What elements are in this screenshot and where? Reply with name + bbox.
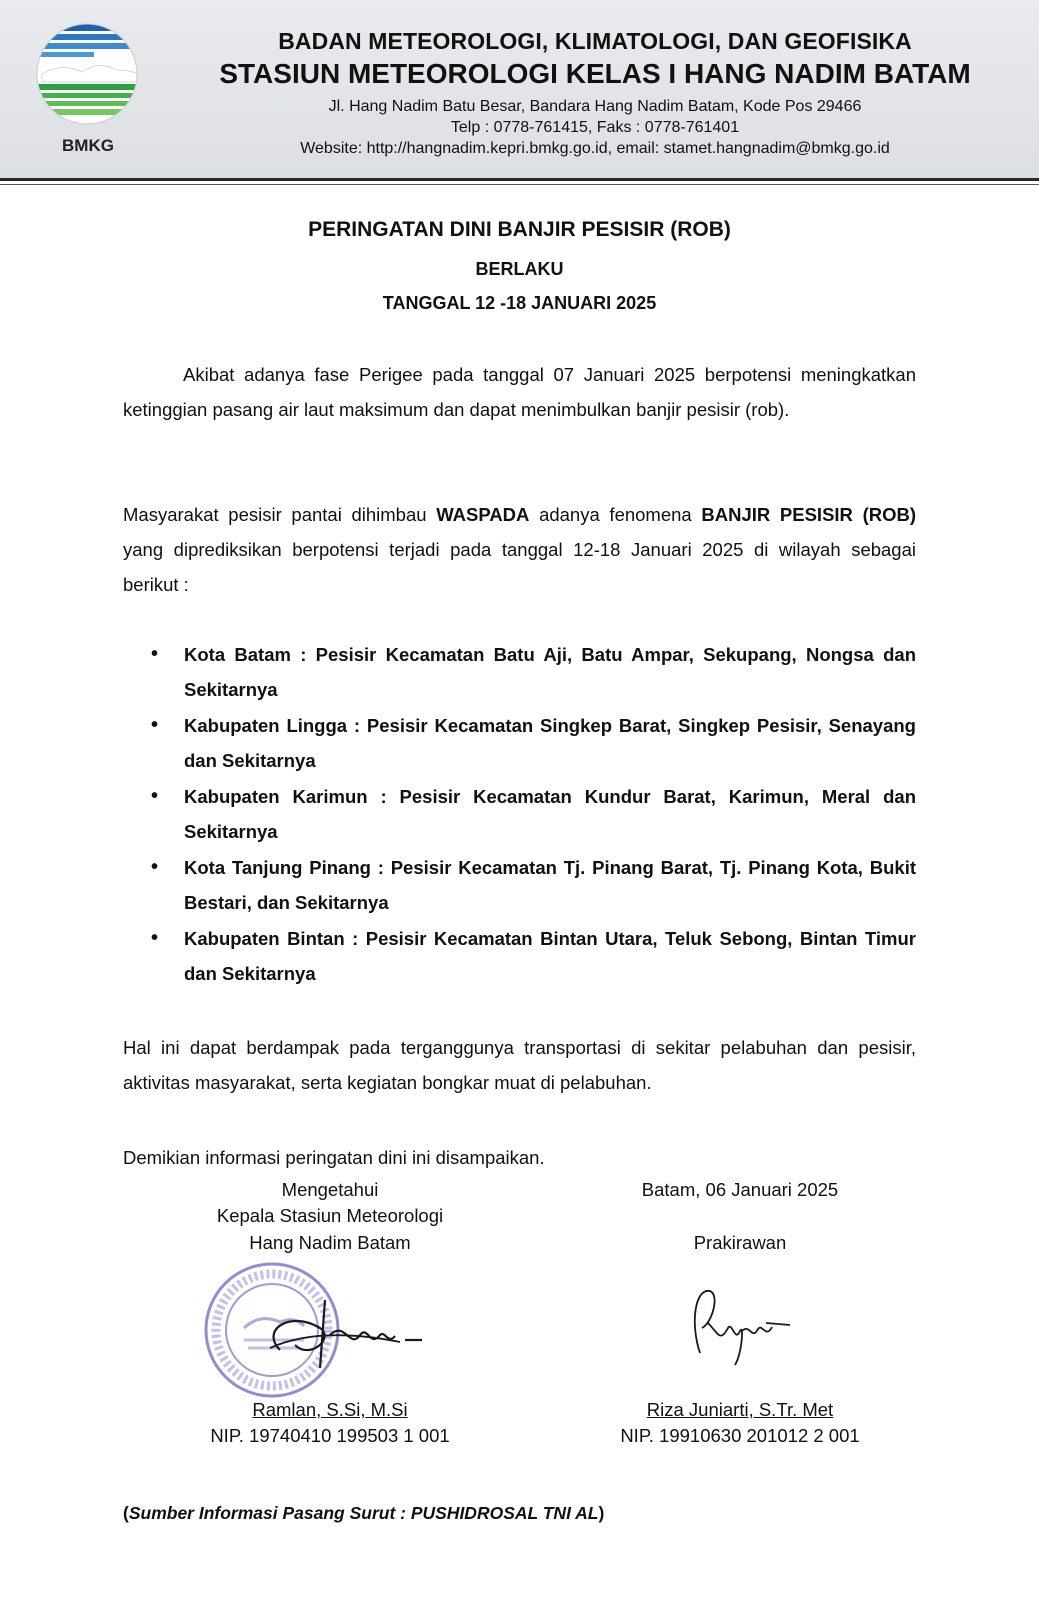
document-subtitle: BERLAKU: [475, 259, 564, 279]
waspada-label: WASPADA: [436, 504, 530, 525]
paragraph-impact: Hal ini dapat berdampak pada terganggunya transportasi di sekitar pelabuhan dan pesisir, aktivitas masyarakat, serta kegiatan bongkar muat di pelabuhan.: [123, 1037, 916, 1093]
forecaster-position: Prakirawan: [693, 1232, 787, 1253]
head-station: Hang Nadim Batam: [249, 1232, 411, 1253]
source-text: Sumber Informasi Pasang Surut : PUSHIDROSAL TNI AL: [128, 1503, 599, 1523]
header-divider-thin: [0, 184, 1039, 185]
list-item: • Kabupaten Lingga : Pesisir Kecamatan Singkep Barat, Singkep Pesisir, Senayang dan Sekitarnya: [123, 708, 916, 778]
place-date: Batam, 06 Januari 2025: [641, 1179, 839, 1200]
head-position: Kepala Stasiun Meteorologi: [216, 1205, 444, 1226]
document-title: PERINGATAN DINI BANJIR PESISIR (ROB): [308, 218, 731, 241]
head-nip: NIP. 19740410 199503 1 001: [210, 1425, 450, 1446]
bmkg-logo-icon: [32, 16, 142, 134]
list-item: • Kota Batam : Pesisir Kecamatan Batu Aji, Batu Ampar, Sekupang, Nongsa dan Sekitarnya: [123, 637, 916, 707]
source-open-paren: (: [123, 1503, 129, 1523]
acknowledged-label: Mengetahui: [281, 1179, 379, 1200]
warning-text-1: Masyarakat pesisir pantai dihimbau: [123, 504, 437, 525]
source-close-paren: ): [598, 1503, 605, 1523]
paragraph-perigee: Akibat adanya fase Perigee pada tanggal 07 Januari 2025 berpotensi meningkatkan ketinggian pasang air laut maksimum dan dapat menimbulkan banjir pesisir (rob).: [123, 364, 916, 420]
station-name: STASIUN METEOROLOGI KELAS I HANG NADIM BATAM: [219, 58, 971, 89]
forecaster-nip: NIP. 19910630 201012 2 001: [620, 1425, 860, 1446]
warning-text-3: yang diprediksikan berpotensi terjadi pada tanggal 12-18 Januari 2025 di wilayah sebagai berikut :: [123, 539, 916, 595]
rob-label: BANJIR PESISIR (ROB): [701, 504, 916, 525]
source-note: [123, 1503, 604, 1524]
warning-text-2: adanya fenomena: [529, 504, 702, 525]
forecaster-name: Riza Juniarti, S.Tr. Met: [646, 1399, 834, 1420]
agency-name: BADAN METEOROLOGI, KLIMATOLOGI, DAN GEOFISIKA: [278, 28, 912, 54]
header-divider: [0, 178, 1039, 181]
validity-date: TANGGAL 12 -18 JANUARI 2025: [382, 293, 657, 313]
station-address: Jl. Hang Nadim Batu Besar, Bandara Hang Nadim Batam, Kode Pos 29466: [328, 98, 862, 115]
station-web: Website: http://hangnadim.kepri.bmkg.go.id, email: stamet.hangnadim@bmkg.go.id: [300, 140, 890, 157]
letterhead: [0, 0, 1039, 178]
list-item: • Kota Tanjung Pinang : Pesisir Kecamatan Tj. Pinang Barat, Tj. Pinang Kota, Bukit Bestari, dan Sekitarnya: [123, 850, 916, 920]
list-item: • Kabupaten Bintan : Pesisir Kecamatan Bintan Utara, Teluk Sebong, Bintan Timur dan Sekitarnya: [123, 921, 916, 991]
list-item: • Kabupaten Karimun : Pesisir Kecamatan Kundur Barat, Karimun, Meral dan Sekitarnya: [123, 779, 916, 849]
head-name: Ramlan, S.Si, M.Si: [252, 1399, 408, 1420]
head-signature-icon: [250, 1290, 430, 1380]
paragraph-closing: Demikian informasi peringatan dini ini disampaikan.: [123, 1147, 545, 1168]
logo-label: BMKG: [62, 136, 114, 155]
affected-areas-list: [123, 637, 916, 992]
station-phone: Telp : 0778-761415, Faks : 0778-761401: [450, 119, 740, 136]
forecaster-signature-icon: [680, 1283, 800, 1373]
paragraph-warning: [123, 497, 916, 602]
